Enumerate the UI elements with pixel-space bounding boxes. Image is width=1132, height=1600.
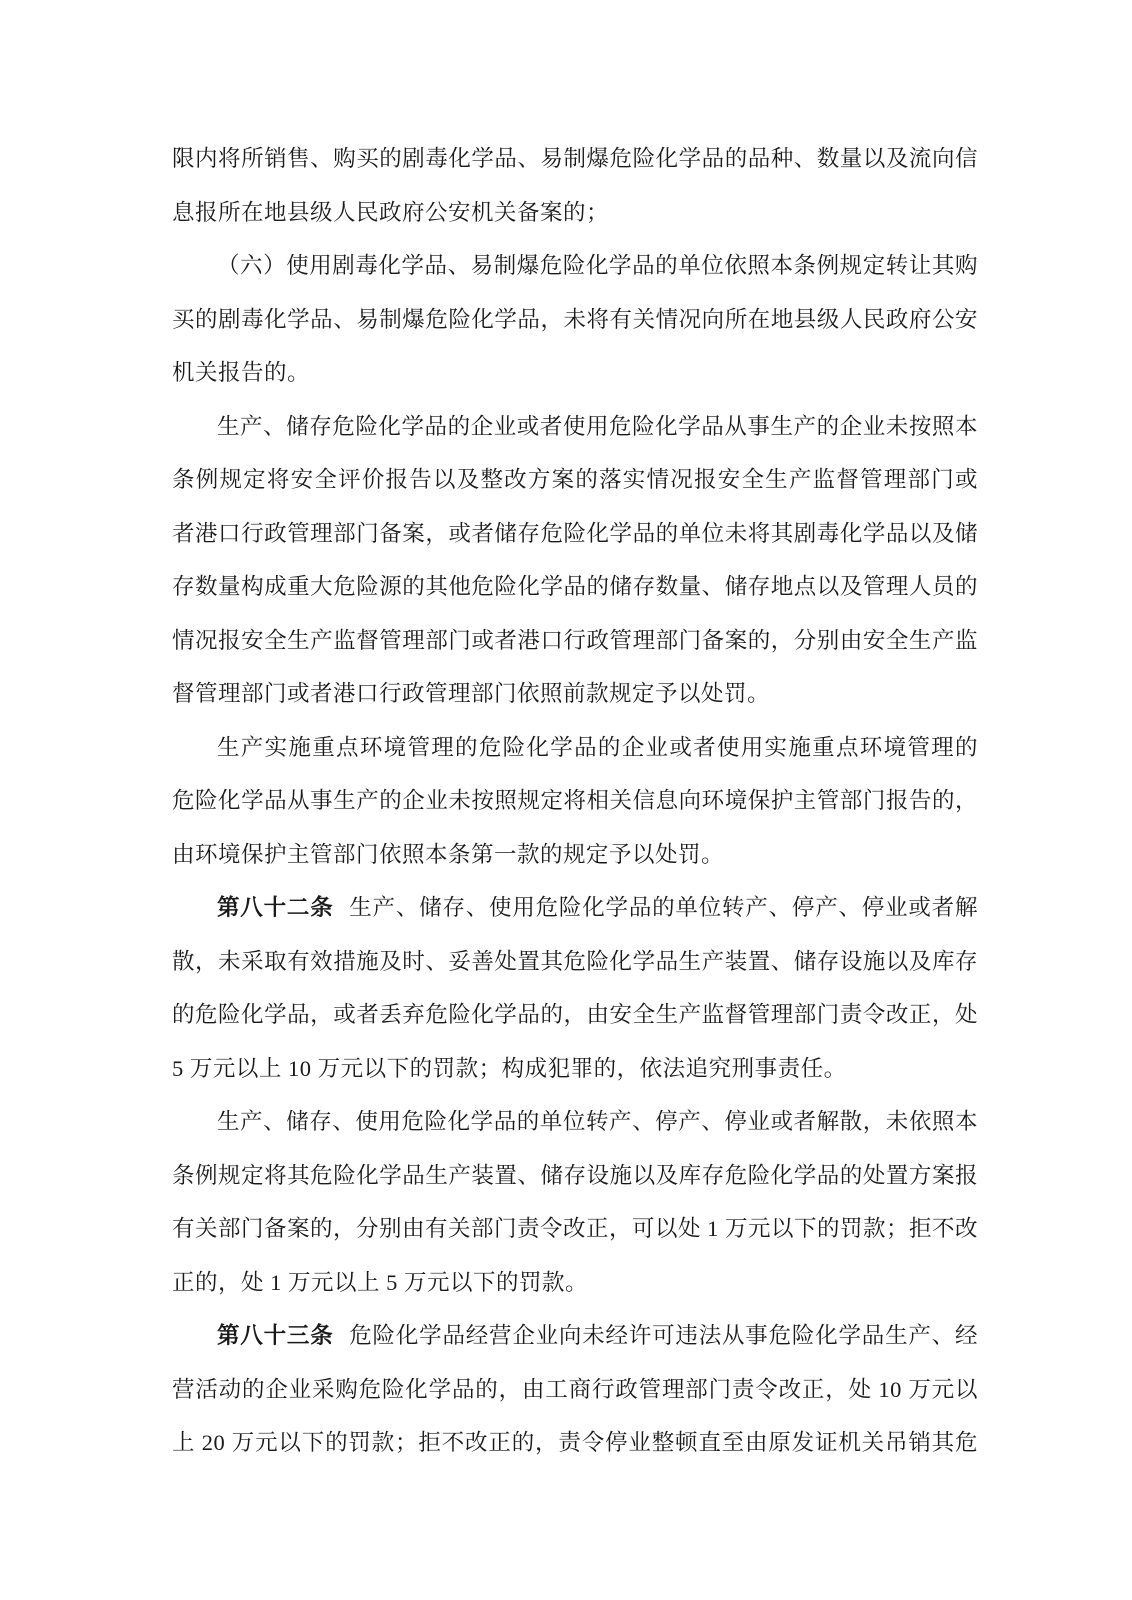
text-line: 的危险化学品，或者丢弃危险化学品的，由安全生产监督管理部门责令改正，处 <box>172 1002 978 1027</box>
text-line <box>172 881 978 935</box>
article-number: 第八十三条 <box>217 1323 334 1348</box>
text-line: 息报所在地县级人民政府公安机关备案的； <box>172 199 610 225</box>
text-line: （六）使用剧毒化学品、易制爆危险化学品的单位依照本条例规定转让其购 <box>217 253 978 278</box>
text-line: 生产、储存、使用危险化学品的单位转产、停产、停业或者解散，未依照本 <box>217 1109 978 1134</box>
text-line: 者港口行政管理部门备案，或者储存危险化学品的单位未将其剧毒化学品以及储 <box>172 520 978 546</box>
paragraph <box>172 1309 978 1470</box>
paragraph <box>172 721 978 882</box>
text-run: 危险化学品经营企业向未经许可违法从事危险化学品生产、经 <box>349 1323 978 1348</box>
text-line: 由环境保护主管部门依照本条第一款的规定予以处罚。 <box>172 841 725 867</box>
paragraph <box>172 881 978 1095</box>
text-line: 有关部门备案的，分别由有关部门责令改正，可以处 1 万元以下的罚款；拒不改 <box>172 1216 978 1241</box>
paragraph <box>172 132 978 239</box>
text-line: 买的剧毒化学品、易制爆危险化学品，未将有关情况向所在地县级人民政府公安 <box>172 306 978 332</box>
text-line: 5 万元以上 10 万元以下的罚款；构成犯罪的，依法追究刑事责任。 <box>172 1055 847 1081</box>
paragraph <box>172 1095 978 1309</box>
text-line: 上 20 万元以下的罚款；拒不改正的，责令停业整顿直至由原发证机关吊销其危 <box>172 1430 978 1455</box>
text-line: 机关报告的。 <box>172 360 311 385</box>
text-line: 生产、储存危险化学品的企业或者使用危险化学品从事生产的企业未按照本 <box>217 413 978 439</box>
text-line: 督管理部门或者港口行政管理部门依照前款规定予以处罚。 <box>172 681 771 706</box>
text-run: 生产、储存、使用危险化学品的单位转产、停产、停业或者解 <box>349 895 978 920</box>
paragraph <box>172 400 978 721</box>
document-page <box>172 132 978 1470</box>
paragraph <box>172 239 978 400</box>
text-line: 营活动的企业采购危险化学品的，由工商行政管理部门责令改正，处 10 万元以 <box>172 1376 978 1402</box>
text-line: 条例规定将安全评价报告以及整改方案的落实情况报安全生产监督管理部门或 <box>172 467 978 492</box>
text-line: 危险化学品从事生产的企业未按照规定将相关信息向环境保护主管部门报告的， <box>172 788 978 813</box>
text-line: 存数量构成重大危险源的其他危险化学品的储存数量、储存地点以及管理人员的 <box>172 574 978 599</box>
text-line: 正的，处 1 万元以上 5 万元以下的罚款。 <box>172 1269 589 1295</box>
text-line: 生产实施重点环境管理的危险化学品的企业或者使用实施重点环境管理的 <box>217 734 978 760</box>
text-line: 散，未采取有效措施及时、妥善处置其危险化学品生产装置、储存设施以及库存 <box>172 948 978 974</box>
text-line <box>172 1309 978 1363</box>
text-line: 条例规定将其危险化学品生产装置、储存设施以及库存危险化学品的处置方案报 <box>172 1162 978 1188</box>
text-line: 情况报安全生产监督管理部门或者港口行政管理部门备案的，分别由安全生产监 <box>172 627 978 653</box>
text-line: 限内将所销售、购买的剧毒化学品、易制爆危险化学品的品种、数量以及流向信 <box>172 146 978 171</box>
article-number: 第八十二条 <box>217 895 334 920</box>
